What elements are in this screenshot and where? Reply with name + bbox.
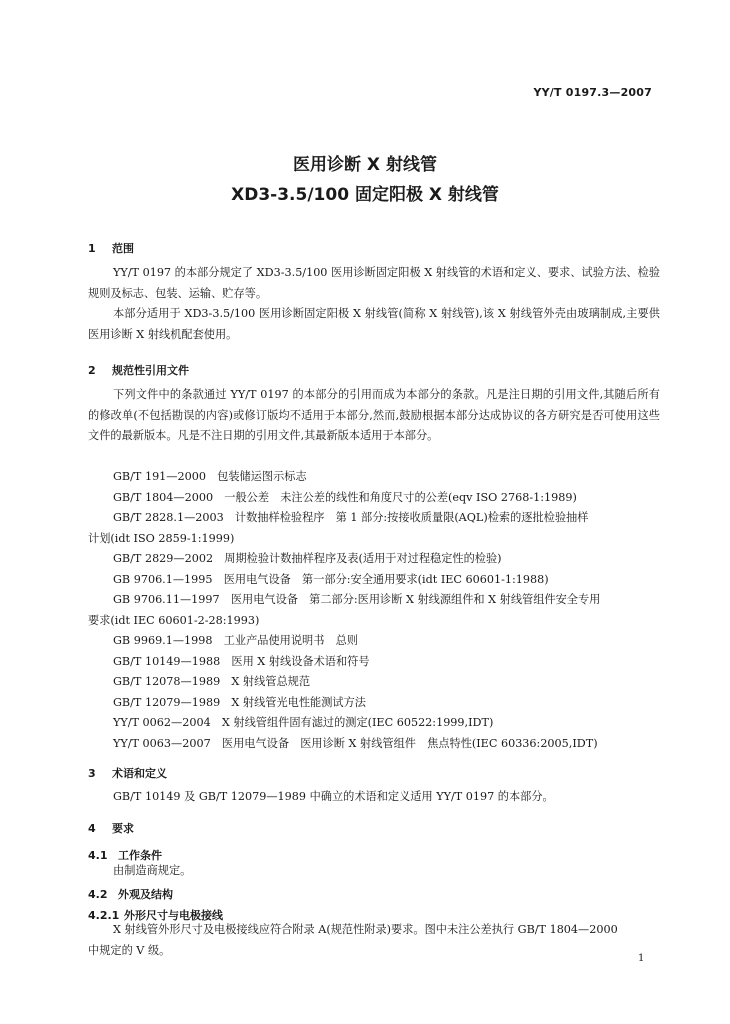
section-title: 规范性引用文件 — [112, 364, 189, 377]
section-1-heading — [88, 240, 134, 256]
subsection-title: 工作条件 — [118, 849, 162, 862]
reference-item: GB/T 191—2000 包装储运图示标志 — [113, 470, 307, 483]
standard-number: YY/T 0197.3—2007 — [533, 86, 652, 99]
subsection-number: 4.2.1 — [88, 909, 120, 922]
reference-item: GB 9969.1—1998 工业产品使用说明书 总则 — [113, 634, 358, 647]
subsection-4-2-heading — [88, 886, 173, 902]
section-1-paragraph-2: 本部分适用于 XD3-3.5/100 医用诊断固定阳极 X 射线管(简称 X 射线管),该 X 射线管外壳由玻璃制成,主要供医用诊断 X 射线机配套使用。 — [88, 307, 660, 341]
reference-item: GB/T 12078—1989 X 射线管总规范 — [113, 675, 311, 688]
subsection-number: 4.2 — [88, 888, 108, 901]
reference-item-continuation: 计划(idt ISO 2859-1:1999) — [88, 532, 235, 545]
section-number: 2 — [88, 364, 96, 377]
section-3-paragraph: GB/T 10149 及 GB/T 12079—1989 中确立的术语和定义适用 YY/T 0197 的本部分。 — [113, 790, 554, 803]
subsection-4-2-1-text-line-1: X 射线管外形尺寸及电极接线应符合附录 A(规范性附录)要求。图中未注公差执行 GB/T 1804—2000 — [113, 923, 618, 936]
section-3-heading — [88, 765, 167, 781]
reference-item: GB/T 2829—2002 周期检验计数抽样程序及表(适用于对过程稳定性的检验) — [113, 552, 502, 565]
section-2-paragraph: 下列文件中的条款通过 YY/T 0197 的本部分的引用而成为本部分的条款。凡是注日期的引用文件,其随后所有的修改单(不包括勘误的内容)或修订版均不适用于本部分,然而,鼓励根据本部分达成协议的各方研究是否可使用这些文件的最新版本。凡是不注日期的引用文件,其最新版本适用于本部分。 — [88, 388, 660, 442]
reference-item: YY/T 0063—2007 医用电气设备 医用诊断 X 射线管组件 焦点特性(IEC 60336:2005,IDT) — [113, 737, 598, 750]
reference-item: GB/T 1804—2000 一般公差 未注公差的线性和角度尺寸的公差(eqv ISO 2768-1:1989) — [113, 491, 577, 504]
page-number: 1 — [638, 953, 645, 964]
subsection-4-1-text: 由制造商规定。 — [113, 864, 192, 877]
subsection-title: 外观及结构 — [118, 888, 173, 901]
subsection-4-2-1-text-line-2: 中规定的 V 级。 — [88, 944, 171, 957]
reference-item: YY/T 0062—2004 X 射线管组件固有滤过的测定(IEC 60522:1999,IDT) — [113, 716, 494, 729]
subsection-number: 4.1 — [88, 849, 108, 862]
section-1-paragraph-1: YY/T 0197 的本部分规定了 XD3-3.5/100 医用诊断固定阳极 X 射线管的术语和定义、要求、试验方法、检验规则及标志、包装、运输、贮存等。 — [88, 266, 660, 300]
reference-item: GB/T 10149—1988 医用 X 射线设备术语和符号 — [113, 655, 370, 668]
document-title: 医用诊断 X 射线管 — [293, 155, 437, 175]
subsection-title: 外形尺寸与电极接线 — [124, 909, 223, 922]
section-title: 要求 — [112, 822, 134, 835]
section-4-heading — [88, 820, 134, 836]
section-title: 术语和定义 — [112, 767, 167, 780]
reference-item: GB/T 12079—1989 X 射线管光电性能测试方法 — [113, 696, 366, 709]
section-number: 4 — [88, 822, 96, 835]
section-2-heading — [88, 362, 189, 378]
section-number: 1 — [88, 242, 96, 255]
reference-item: GB/T 2828.1—2003 计数抽样检验程序 第 1 部分:按接收质量限(AQL)检索的逐批检验抽样 — [113, 511, 589, 524]
document-subtitle: XD3-3.5/100 固定阳极 X 射线管 — [231, 185, 499, 205]
reference-item: GB 9706.11—1997 医用电气设备 第二部分:医用诊断 X 射线源组件和 X 射线管组件安全专用 — [113, 593, 601, 606]
section-number: 3 — [88, 767, 96, 780]
reference-item: GB 9706.1—1995 医用电气设备 第一部分:安全通用要求(idt IEC 60601-1:1988) — [113, 573, 549, 586]
section-title: 范围 — [112, 242, 134, 255]
reference-item-continuation: 要求(idt IEC 60601-2-28:1993) — [88, 614, 260, 627]
